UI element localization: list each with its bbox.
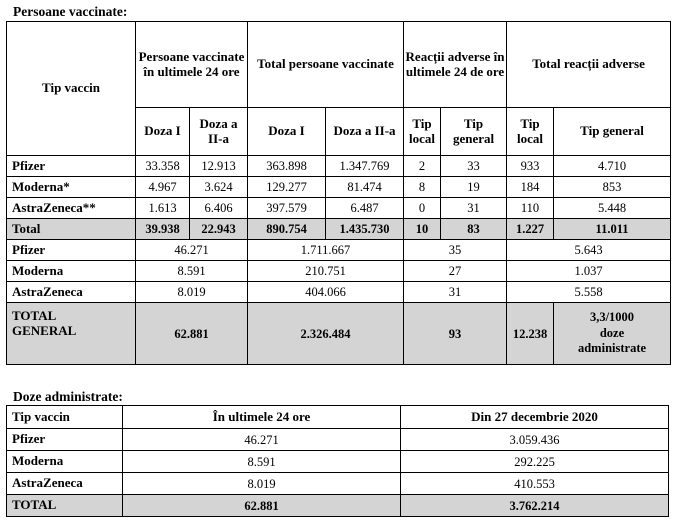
cell-astrazeneca-total-doza-i: 397.579 [248,198,326,219]
header-doza-ii-total: Doza a II-a [326,108,404,156]
doses-header-row [7,406,669,429]
header-group-reactii-adverse-24-ore: Reacții adverse în ultimele 24 de ore [404,22,507,108]
cell-moderna-ra-total-local: 184 [507,177,554,198]
table-row [7,198,671,219]
rate-unit-line2: administrate [577,341,647,356]
row-label-pfizer: Pfizer [7,156,136,177]
total-general-total-persoane: 2.326.484 [248,303,404,365]
rate-value: 3,3/1000 [589,310,635,325]
summary-pfizer-total-persoane: 1.711.667 [248,240,404,261]
doses-total-din-data: 3.762.214 [401,495,669,517]
cell-astrazeneca-ra-total-local: 110 [507,198,554,219]
summary-moderna-total-persoane: 210.751 [248,261,404,282]
header-doza-i-total: Doza I [248,108,326,156]
header-group-total-persoane-vaccinate: Total persoane vaccinate [248,22,404,108]
cell-pfizer-ra-total-local: 933 [507,156,554,177]
total-general-line1: TOTAL [12,308,57,323]
row-label-total-general [7,303,136,365]
table-row-summary [7,282,671,303]
row-label-total: Total [7,219,136,240]
doses-header-ultimele-24-ore: În ultimele 24 ore [123,406,401,429]
header-group-total-reactii-adverse: Total reacții adverse [507,22,671,108]
cell-total-ra24-general: 83 [441,219,507,240]
doses-total-ultimele-24: 62.881 [123,495,401,517]
doses-table-row [7,451,669,473]
doses-row-label-total: TOTAL [7,495,123,517]
summary-pfizer-total-reactii: 5.643 [507,240,671,261]
doses-table-row [7,429,669,451]
table-row-total-general [7,303,671,365]
header-doza-i-ultimele-24: Doza I [136,108,190,156]
cell-total-total-doza-i: 890.754 [248,219,326,240]
cell-pfizer-ra24-general: 33 [441,156,507,177]
cell-moderna-total-doza-ii: 81.474 [326,177,404,198]
table-doze-administrate [6,405,669,517]
doses-header-tip-vaccin: Tip vaccin [7,406,123,429]
cell-moderna-total-doza-i: 129.277 [248,177,326,198]
rate-unit-line1: doze [599,325,625,340]
cell-astrazeneca-ra-total-general: 5.448 [554,198,671,219]
summary-moderna-total-reactii: 1.037 [507,261,671,282]
cell-moderna-ra-total-general: 853 [554,177,671,198]
cell-pfizer-doza-i-24: 33.358 [136,156,190,177]
summary-label-pfizer: Pfizer [7,240,136,261]
caption-persoane-vaccinate: Persoane vaccinate: [13,4,128,19]
cell-moderna-doza-i-24: 4.967 [136,177,190,198]
summary-astrazeneca-total-reactii: 5.558 [507,282,671,303]
header-group-ultimele-24-ore: Persoane vaccinate în ultimele 24 ore [136,22,248,108]
cell-pfizer-total-doza-i: 363.898 [248,156,326,177]
summary-pfizer-ultimele-24: 46.271 [136,240,248,261]
cell-total-ra-total-general: 11.011 [554,219,671,240]
cell-total-total-doza-ii: 1.435.730 [326,219,404,240]
doses-table-row [7,473,669,495]
cell-total-doza-i-24: 39.938 [136,219,190,240]
cell-total-ra24-local: 10 [404,219,441,240]
summary-moderna-reactii-24: 27 [404,261,507,282]
doses-row-label-moderna: Moderna [7,451,123,473]
table-row [7,177,671,198]
header-tip-vaccin: Tip vaccin [7,22,136,156]
cell-total-ra-total-local: 1.227 [507,219,554,240]
cell-pfizer-ra-total-general: 4.710 [554,156,671,177]
doses-astrazeneca-ultimele-24: 8.019 [123,473,401,495]
doses-table-row-total [7,495,669,517]
cell-astrazeneca-ra24-general: 31 [441,198,507,219]
summary-astrazeneca-reactii-24: 31 [404,282,507,303]
doses-header-din-data: Din 27 decembrie 2020 [401,406,669,429]
row-label-astrazeneca: AstraZeneca** [7,198,136,219]
doses-moderna-din-data: 292.225 [401,451,669,473]
summary-label-moderna: Moderna [7,261,136,282]
header-tip-local-total: Tip local [507,108,554,156]
total-general-ultimele-24: 62.881 [136,303,248,365]
cell-moderna-ra24-local: 8 [404,177,441,198]
table-header-row-groups [7,22,671,108]
cell-astrazeneca-doza-i-24: 1.613 [136,198,190,219]
row-label-moderna: Moderna* [7,177,136,198]
table-persoane-vaccinate [6,21,671,365]
summary-astrazeneca-ultimele-24: 8.019 [136,282,248,303]
total-general-reactii-24: 93 [404,303,507,365]
doses-pfizer-ultimele-24: 46.271 [123,429,401,451]
cell-astrazeneca-doza-ii-24: 6.406 [190,198,248,219]
cell-astrazeneca-ra24-local: 0 [404,198,441,219]
cell-pfizer-ra24-local: 2 [404,156,441,177]
total-general-rate-per-1000 [554,303,671,365]
summary-moderna-ultimele-24: 8.591 [136,261,248,282]
table-row-total [7,219,671,240]
doses-pfizer-din-data: 3.059.436 [401,429,669,451]
header-tip-local-24: Tip local [404,108,441,156]
summary-astrazeneca-total-persoane: 404.066 [248,282,404,303]
caption-doze-administrate: Doze administrate: [13,389,123,404]
doses-row-label-pfizer: Pfizer [7,429,123,451]
doses-astrazeneca-din-data: 410.553 [401,473,669,495]
table-row [7,156,671,177]
header-tip-general-24: Tip general [441,108,507,156]
cell-astrazeneca-total-doza-ii: 6.487 [326,198,404,219]
summary-label-astrazeneca: AstraZeneca [7,282,136,303]
doses-row-label-astrazeneca: AstraZeneca [7,473,123,495]
cell-pfizer-doza-ii-24: 12.913 [190,156,248,177]
total-general-line2: GENERAL [12,322,77,338]
cell-moderna-doza-ii-24: 3.624 [190,177,248,198]
table-row-summary [7,261,671,282]
cell-pfizer-total-doza-ii: 1.347.769 [326,156,404,177]
cell-moderna-ra24-general: 19 [441,177,507,198]
total-general-total-reactii-local: 12.238 [507,303,554,365]
cell-total-doza-ii-24: 22.943 [190,219,248,240]
header-tip-general-total: Tip general [554,108,671,156]
table-row-summary [7,240,671,261]
doses-moderna-ultimele-24: 8.591 [123,451,401,473]
summary-pfizer-reactii-24: 35 [404,240,507,261]
header-doza-ii-ultimele-24: Doza a II-a [190,108,248,156]
